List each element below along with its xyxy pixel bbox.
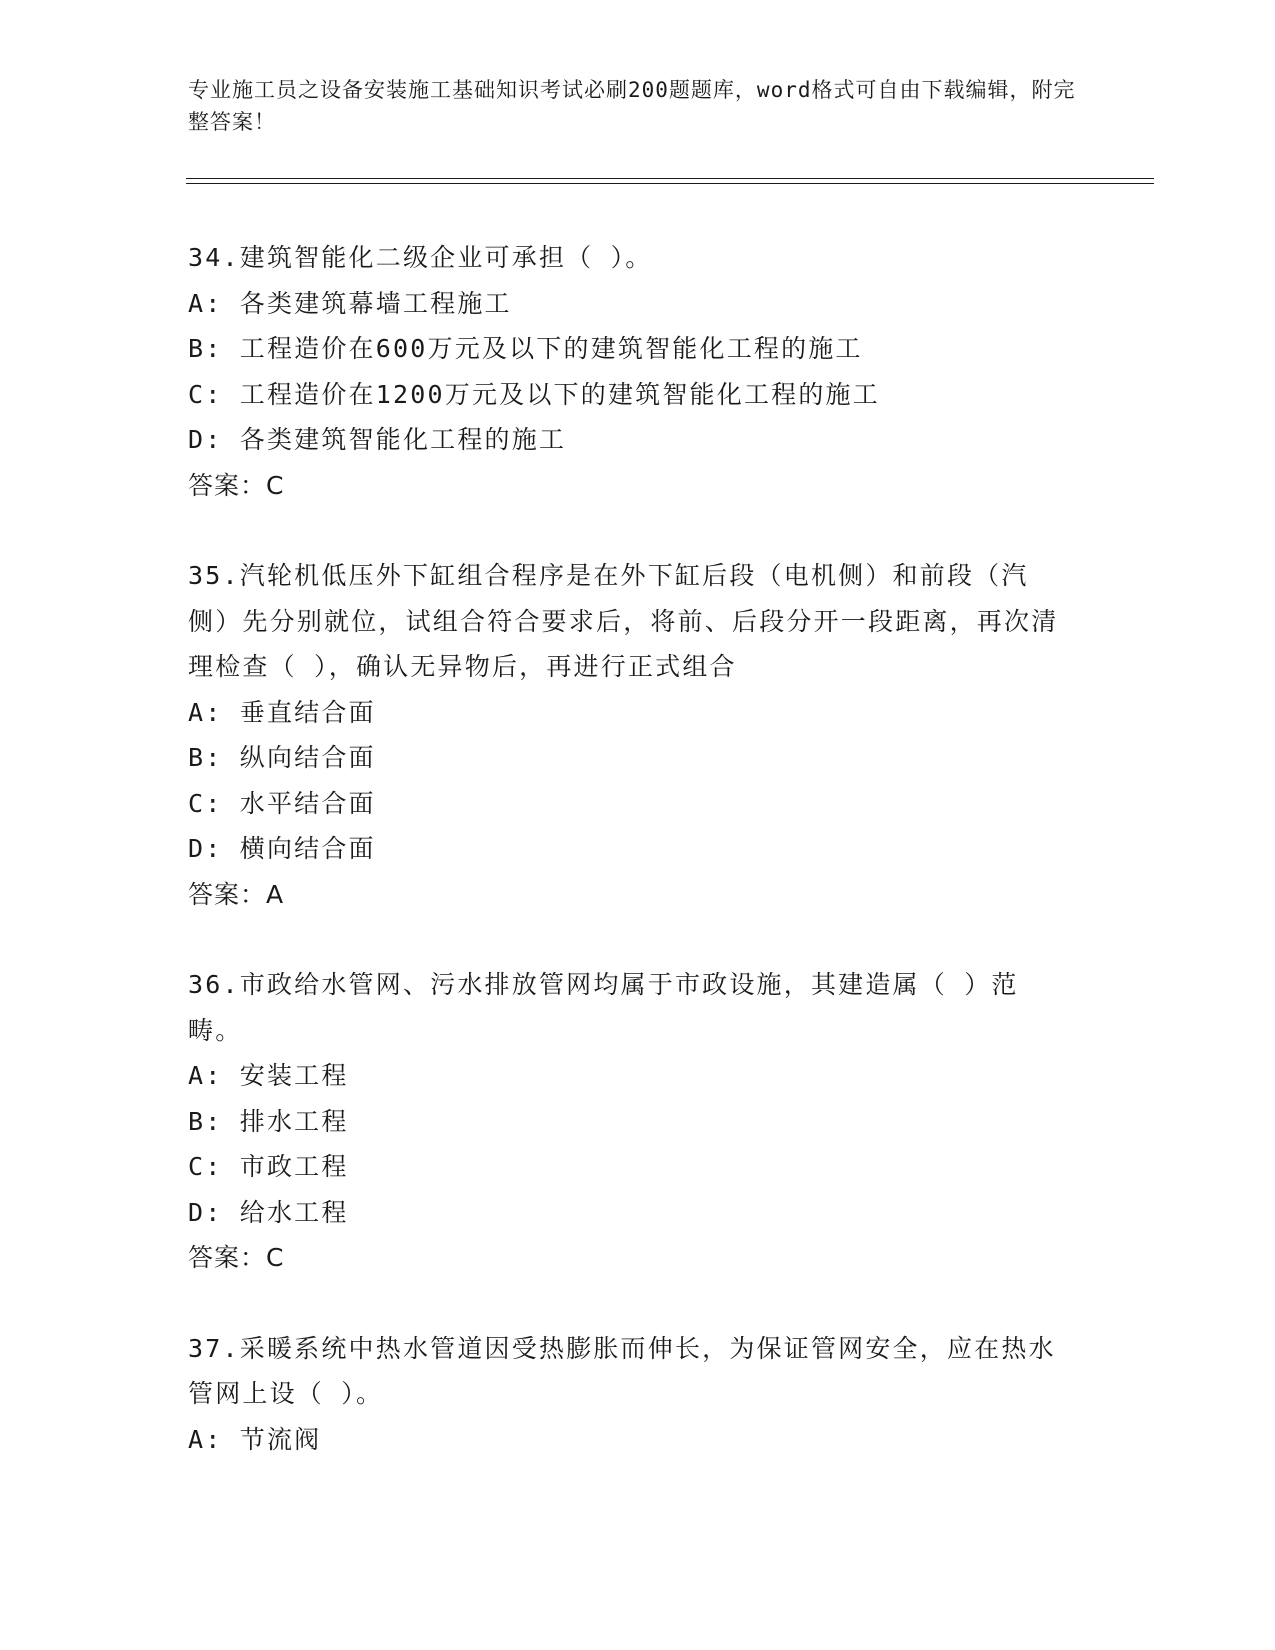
answer: 答案：C: [188, 1243, 285, 1272]
option-d: D: 各类建筑智能化工程的施工: [188, 425, 567, 454]
option-c: C: 水平结合面: [188, 788, 376, 818]
option-b: B: 工程造价在600万元及以下的建筑智能化工程的施工: [188, 334, 863, 363]
question-37: [188, 1326, 1068, 1463]
question-stem: 35.汽轮机低压外下缸组合程序是在外下缸后段（电机侧）和前段（汽侧）先分别就位，试组合符合要求后，将前、后段分开一段距离，再次清理检查（ ），确认无异物后，再进行正式组合: [188, 561, 1059, 681]
question-stem: 34.建筑智能化二级企业可承担（ ）。: [188, 243, 653, 272]
option-d: D: 横向结合面: [188, 834, 376, 863]
question-stem: 37.采暖系统中热水管道因受热膨胀而伸长，为保证管网安全，应在热水管网上设（ ）。: [188, 1333, 1056, 1408]
option-c: C: 工程造价在1200万元及以下的建筑智能化工程的施工: [188, 379, 880, 409]
question-stem: 36.市政给水管网、污水排放管网均属于市政设施，其建造属（ ）范畴。: [188, 970, 1019, 1045]
option-b: B: 纵向结合面: [188, 743, 376, 772]
option-a: A: 各类建筑幕墙工程施工: [188, 288, 512, 318]
question-35: [188, 553, 1068, 917]
option-b: B: 排水工程: [188, 1106, 349, 1136]
option-a: A: 垂直结合面: [188, 697, 376, 727]
header-divider-top: [186, 178, 1154, 179]
question-34: [188, 235, 1068, 508]
option-a: A: 安装工程: [188, 1061, 349, 1090]
question-list: [188, 235, 1068, 1462]
header-divider-bottom: [186, 183, 1154, 184]
option-c: C: 市政工程: [188, 1152, 349, 1181]
option-a: A: 节流阀: [188, 1424, 322, 1454]
answer: 答案：C: [188, 470, 285, 500]
option-d: D: 给水工程: [188, 1197, 349, 1227]
question-36: [188, 962, 1068, 1281]
document-header: 专业施工员之设备安装施工基础知识考试必刷200题题库，word格式可自由下载编辑，附完整答案！: [188, 78, 1076, 134]
answer: 答案：A: [188, 879, 285, 909]
